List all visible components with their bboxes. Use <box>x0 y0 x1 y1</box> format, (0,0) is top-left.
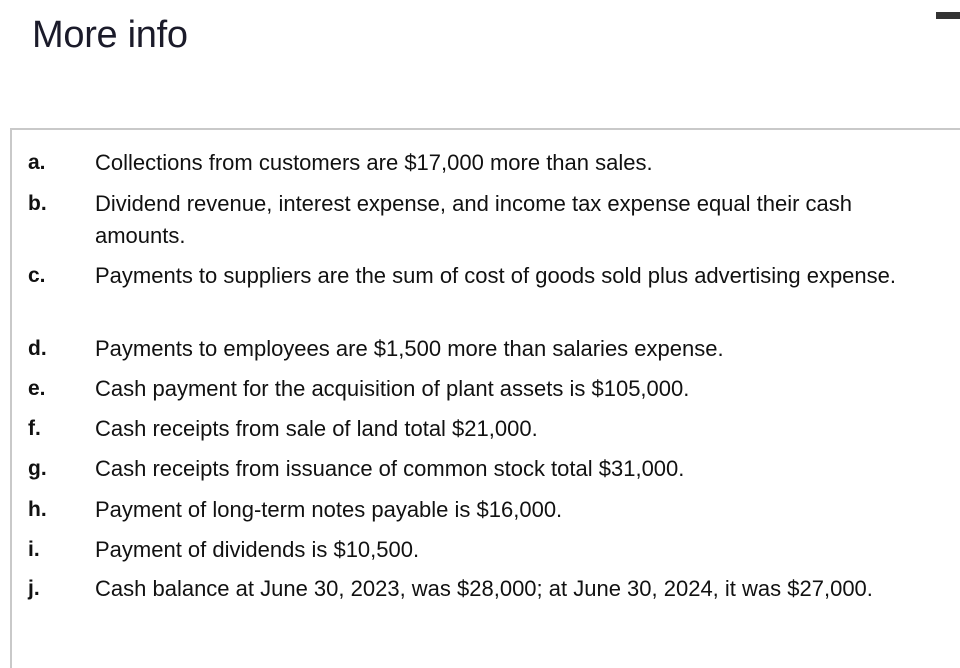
item-text: Payment of long-term notes payable is $16,000. <box>95 497 563 522</box>
item-letter: j. <box>28 577 40 600</box>
item-letter: e. <box>28 377 46 400</box>
item-letter: b. <box>28 192 47 215</box>
item-text: Payments to suppliers are the sum of cost of goods sold plus advertising expense. <box>95 263 896 288</box>
item-text: Cash receipts from issuance of common stock total $31,000. <box>95 456 685 481</box>
item-text: Cash payment for the acquisition of plant assets is $105,000. <box>95 376 690 401</box>
item-text: Payment of dividends is $10,500. <box>95 537 420 562</box>
item-letter: c. <box>28 264 46 287</box>
item-text: Payments to employees are $1,500 more than salaries expense. <box>95 336 724 361</box>
item-text: Dividend revenue, interest expense, and income tax expense equal their cash amounts. <box>95 191 853 248</box>
minimize-icon[interactable] <box>936 12 960 19</box>
item-letter: h. <box>28 498 47 521</box>
info-panel <box>10 128 960 668</box>
item-text: Collections from customers are $17,000 more than sales. <box>95 150 653 175</box>
item-letter: g. <box>28 457 47 480</box>
item-letter: f. <box>28 417 41 440</box>
item-letter: i. <box>28 538 40 561</box>
item-text: Cash receipts from sale of land total $21,000. <box>95 416 538 441</box>
item-text: Cash balance at June 30, 2023, was $28,000; at June 30, 2024, it was $27,000. <box>95 576 873 601</box>
item-letter: d. <box>28 337 47 360</box>
page-title: More info <box>32 14 188 56</box>
item-letter: a. <box>28 151 46 174</box>
